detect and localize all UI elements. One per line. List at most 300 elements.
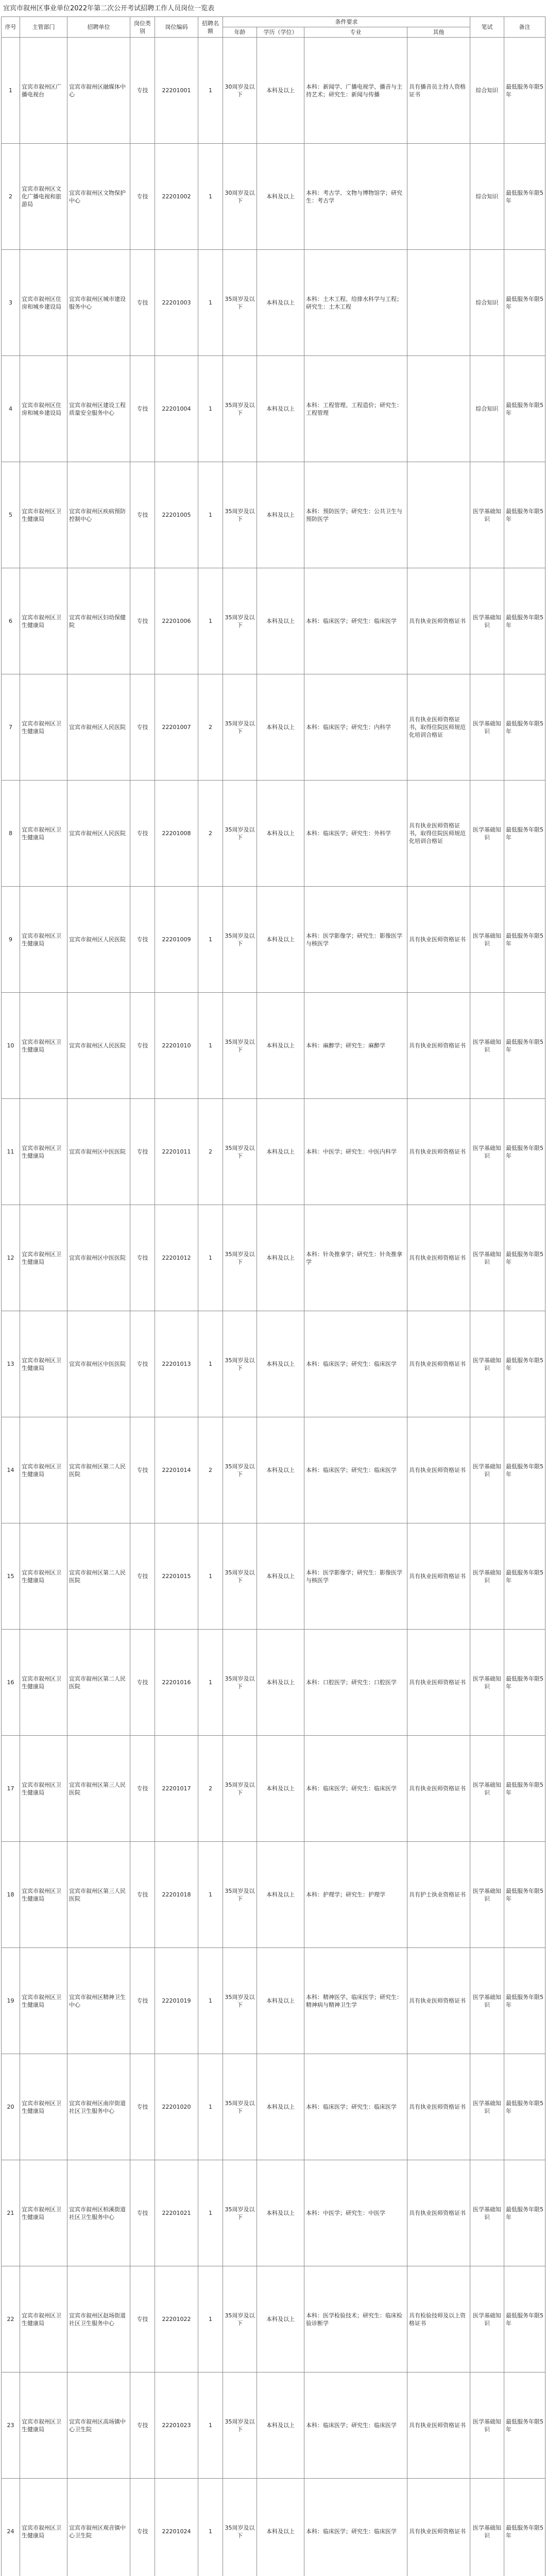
cell-code: 22201003 xyxy=(155,250,198,356)
cell-unit: 宜宾市叙州区卫生健康局 xyxy=(20,1205,67,1311)
header-unit: 主管部门 xyxy=(20,17,67,38)
cell-dept: 宜宾市叙州区融媒体中心 xyxy=(67,38,130,144)
cell-position: 专技 xyxy=(130,1205,155,1311)
table-row xyxy=(2,1736,545,1842)
cell-notes: 最低服务年限5年 xyxy=(504,2372,545,2479)
cell-index: 16 xyxy=(2,1630,20,1736)
cell-code: 22201010 xyxy=(155,993,198,1099)
cell-major: 本科：中医学；研究生：中医学 xyxy=(304,2160,407,2266)
cell-education: 本科及以上 xyxy=(257,1948,304,2054)
cell-major: 本科：麻醉学；研究生：麻醉学 xyxy=(304,993,407,1099)
cell-education: 本科及以上 xyxy=(257,1205,304,1311)
cell-position: 专技 xyxy=(130,674,155,781)
cell-count: 1 xyxy=(198,2160,223,2266)
table-row xyxy=(2,2479,545,2576)
cell-major: 本科：考古学、文物与博物馆学；研究生：考古学 xyxy=(304,144,407,250)
cell-education: 本科及以上 xyxy=(257,1311,304,1417)
table-row xyxy=(2,1948,545,2054)
cell-exam: 综合知识 xyxy=(470,144,504,250)
cell-position: 专技 xyxy=(130,1417,155,1523)
cell-dept: 宜宾市叙州区柏溪街道社区卫生服务中心 xyxy=(67,2160,130,2266)
cell-code: 22201002 xyxy=(155,144,198,250)
cell-position: 专技 xyxy=(130,2054,155,2160)
cell-count: 2 xyxy=(198,1099,223,1205)
cell-unit: 宜宾市叙州区文化广播电视和旅游局 xyxy=(20,144,67,250)
cell-major: 本科：临床医学；研究生：临床医学 xyxy=(304,2479,407,2576)
table-row xyxy=(2,144,545,250)
table-row xyxy=(2,1099,545,1205)
cell-count: 1 xyxy=(198,356,223,462)
cell-exam: 医学基础知识 xyxy=(470,2054,504,2160)
cell-unit: 宜宾市叙州区卫生健康局 xyxy=(20,674,67,781)
cell-notes: 最低服务年限5年 xyxy=(504,38,545,144)
cell-code: 22201013 xyxy=(155,1311,198,1417)
cell-dept: 宜宾市叙州区南岸街道社区卫生服务中心 xyxy=(67,2054,130,2160)
cell-index: 14 xyxy=(2,1417,20,1523)
cell-index: 1 xyxy=(2,38,20,144)
cell-major: 本科：临床医学；研究生：内科学 xyxy=(304,674,407,781)
cell-age: 35周岁及以下 xyxy=(223,568,257,674)
header-other: 其他 xyxy=(407,27,470,38)
header-age: 年龄 xyxy=(223,27,257,38)
cell-position: 专技 xyxy=(130,781,155,887)
cell-code: 22201008 xyxy=(155,781,198,887)
cell-age: 35周岁及以下 xyxy=(223,1948,257,2054)
cell-position: 专技 xyxy=(130,38,155,144)
cell-index: 12 xyxy=(2,1205,20,1311)
cell-position: 专技 xyxy=(130,993,155,1099)
cell-other: 具有检验技师及以上资格证书 xyxy=(407,2266,470,2372)
table-row xyxy=(2,2266,545,2372)
cell-notes: 最低服务年限5年 xyxy=(504,1842,545,1948)
cell-education: 本科及以上 xyxy=(257,1736,304,1842)
cell-notes: 最低服务年限5年 xyxy=(504,993,545,1099)
cell-exam: 医学基础知识 xyxy=(470,1948,504,2054)
cell-age: 35周岁及以下 xyxy=(223,1523,257,1630)
cell-other: 具有执业医师资格证书 xyxy=(407,1523,470,1630)
table-row xyxy=(2,887,545,993)
header-notes: 备注 xyxy=(504,17,545,38)
header-position: 岗位类别 xyxy=(130,17,155,38)
cell-age: 35周岁及以下 xyxy=(223,2372,257,2479)
cell-major: 本科：临床医学；研究生：临床医学 xyxy=(304,1736,407,1842)
cell-code: 22201017 xyxy=(155,1736,198,1842)
cell-position: 专技 xyxy=(130,887,155,993)
cell-notes: 最低服务年限5年 xyxy=(504,568,545,674)
cell-unit: 宜宾市叙州区卫生健康局 xyxy=(20,993,67,1099)
cell-unit: 宜宾市叙州区卫生健康局 xyxy=(20,887,67,993)
cell-code: 22201009 xyxy=(155,887,198,993)
cell-index: 13 xyxy=(2,1311,20,1417)
cell-notes: 最低服务年限5年 xyxy=(504,356,545,462)
cell-code: 22201011 xyxy=(155,1099,198,1205)
cell-index: 5 xyxy=(2,462,20,568)
cell-dept: 宜宾市叙州区观音镇中心卫生院 xyxy=(67,2479,130,2576)
cell-code: 22201014 xyxy=(155,1417,198,1523)
cell-count: 1 xyxy=(198,2372,223,2479)
cell-index: 4 xyxy=(2,356,20,462)
cell-education: 本科及以上 xyxy=(257,462,304,568)
cell-education: 本科及以上 xyxy=(257,38,304,144)
table-row xyxy=(2,993,545,1099)
cell-code: 22201019 xyxy=(155,1948,198,2054)
cell-major: 本科：临床医学；研究生：临床医学 xyxy=(304,568,407,674)
cell-dept: 宜宾市叙州区建设工程质量安全服务中心 xyxy=(67,356,130,462)
cell-notes: 最低服务年限5年 xyxy=(504,1311,545,1417)
cell-count: 2 xyxy=(198,781,223,887)
cell-education: 本科及以上 xyxy=(257,1099,304,1205)
cell-position: 专技 xyxy=(130,356,155,462)
cell-age: 35周岁及以下 xyxy=(223,781,257,887)
cell-notes: 最低服务年限5年 xyxy=(504,144,545,250)
cell-notes: 最低服务年限5年 xyxy=(504,462,545,568)
cell-dept: 宜宾市叙州区疾病预防控制中心 xyxy=(67,462,130,568)
cell-age: 35周岁及以下 xyxy=(223,462,257,568)
page-title: 宜宾市叙州区事业单位2022年第二次公开考试招聘工作人员岗位一览表 xyxy=(3,5,215,12)
cell-exam: 医学基础知识 xyxy=(470,1842,504,1948)
cell-exam: 医学基础知识 xyxy=(470,1736,504,1842)
cell-position: 专技 xyxy=(130,1948,155,2054)
cell-other xyxy=(407,250,470,356)
cell-notes: 最低服务年限5年 xyxy=(504,1417,545,1523)
cell-dept: 宜宾市叙州区第二人民医院 xyxy=(67,1417,130,1523)
cell-major: 本科：临床医学；研究生：临床医学 xyxy=(304,1311,407,1417)
cell-notes: 最低服务年限5年 xyxy=(504,2160,545,2266)
table-body xyxy=(2,38,545,2576)
header-education: 学历（学位） xyxy=(257,27,304,38)
cell-major: 本科：医学影像学；研究生：影像医学与核医学 xyxy=(304,1523,407,1630)
cell-exam: 医学基础知识 xyxy=(470,2372,504,2479)
cell-dept: 宜宾市叙州区人民医院 xyxy=(67,993,130,1099)
cell-major: 本科：医学检验技术；研究生：临床检验诊断学 xyxy=(304,2266,407,2372)
cell-other: 具有护士执业资格证书 xyxy=(407,1842,470,1948)
cell-exam: 医学基础知识 xyxy=(470,674,504,781)
cell-other: 具有执业医师资格证书 xyxy=(407,2054,470,2160)
positions-table xyxy=(1,16,545,2576)
cell-exam: 医学基础知识 xyxy=(470,568,504,674)
cell-index: 8 xyxy=(2,781,20,887)
cell-position: 专技 xyxy=(130,2266,155,2372)
cell-exam: 综合知识 xyxy=(470,356,504,462)
cell-position: 专技 xyxy=(130,144,155,250)
cell-index: 17 xyxy=(2,1736,20,1842)
cell-count: 1 xyxy=(198,568,223,674)
cell-education: 本科及以上 xyxy=(257,2054,304,2160)
cell-count: 2 xyxy=(198,674,223,781)
cell-age: 35周岁及以下 xyxy=(223,356,257,462)
cell-major: 本科：土木工程、给排水科学与工程；研究生：土木工程 xyxy=(304,250,407,356)
cell-dept: 宜宾市叙州区人民医院 xyxy=(67,674,130,781)
cell-age: 35周岁及以下 xyxy=(223,1630,257,1736)
cell-dept: 宜宾市叙州区人民医院 xyxy=(67,887,130,993)
cell-major: 本科：针灸推拿学；研究生：针灸推拿学 xyxy=(304,1205,407,1311)
header-dept: 招聘单位 xyxy=(67,17,130,38)
header-code: 岗位编码 xyxy=(155,17,198,38)
cell-other: 具有执业医师资格证书 xyxy=(407,568,470,674)
cell-major: 本科：临床医学；研究生：临床医学 xyxy=(304,2054,407,2160)
cell-education: 本科及以上 xyxy=(257,674,304,781)
cell-age: 35周岁及以下 xyxy=(223,1736,257,1842)
cell-education: 本科及以上 xyxy=(257,1417,304,1523)
cell-position: 专技 xyxy=(130,1630,155,1736)
cell-unit: 宜宾市叙州区卫生健康局 xyxy=(20,1948,67,2054)
cell-unit: 宜宾市叙州区卫生健康局 xyxy=(20,1736,67,1842)
cell-code: 22201005 xyxy=(155,462,198,568)
cell-code: 22201001 xyxy=(155,38,198,144)
cell-code: 22201018 xyxy=(155,1842,198,1948)
cell-count: 1 xyxy=(198,887,223,993)
cell-notes: 最低服务年限5年 xyxy=(504,2266,545,2372)
cell-exam: 医学基础知识 xyxy=(470,1630,504,1736)
cell-count: 1 xyxy=(198,2266,223,2372)
cell-position: 专技 xyxy=(130,2160,155,2266)
cell-code: 22201023 xyxy=(155,2372,198,2479)
cell-education: 本科及以上 xyxy=(257,568,304,674)
cell-age: 35周岁及以下 xyxy=(223,1311,257,1417)
cell-position: 专技 xyxy=(130,568,155,674)
cell-notes: 最低服务年限5年 xyxy=(504,1948,545,2054)
cell-age: 35周岁及以下 xyxy=(223,250,257,356)
cell-education: 本科及以上 xyxy=(257,1842,304,1948)
cell-index: 7 xyxy=(2,674,20,781)
cell-age: 35周岁及以下 xyxy=(223,674,257,781)
cell-age: 35周岁及以下 xyxy=(223,1099,257,1205)
cell-exam: 医学基础知识 xyxy=(470,2266,504,2372)
table-header-row xyxy=(2,17,545,27)
cell-position: 专技 xyxy=(130,1099,155,1205)
header-exam: 笔试 xyxy=(470,17,504,38)
cell-count: 1 xyxy=(198,2479,223,2576)
cell-position: 专技 xyxy=(130,1842,155,1948)
cell-unit: 宜宾市叙州区卫生健康局 xyxy=(20,462,67,568)
cell-major: 本科：临床医学；研究生：外科学 xyxy=(304,781,407,887)
cell-code: 22201004 xyxy=(155,356,198,462)
table-row xyxy=(2,1417,545,1523)
cell-position: 专技 xyxy=(130,2479,155,2576)
cell-dept: 宜宾市叙州区第三人民医院 xyxy=(67,1842,130,1948)
cell-other: 具有执业医师资格证书 xyxy=(407,2372,470,2479)
table-row xyxy=(2,1842,545,1948)
cell-code: 22201007 xyxy=(155,674,198,781)
cell-other: 具有执业医师资格证书 xyxy=(407,1630,470,1736)
cell-age: 35周岁及以下 xyxy=(223,1417,257,1523)
cell-other xyxy=(407,144,470,250)
cell-dept: 宜宾市叙州区中医医院 xyxy=(67,1205,130,1311)
cell-education: 本科及以上 xyxy=(257,2372,304,2479)
cell-notes: 最低服务年限5年 xyxy=(504,1099,545,1205)
cell-dept: 宜宾市叙州区妇幼保健院 xyxy=(67,568,130,674)
cell-unit: 宜宾市叙州区住房和城乡建设局 xyxy=(20,250,67,356)
cell-dept: 宜宾市叙州区文物保护中心 xyxy=(67,144,130,250)
cell-position: 专技 xyxy=(130,1523,155,1630)
cell-major: 本科：口腔医学；研究生：口腔医学 xyxy=(304,1630,407,1736)
table-row xyxy=(2,1523,545,1630)
cell-index: 9 xyxy=(2,887,20,993)
cell-age: 35周岁及以下 xyxy=(223,1842,257,1948)
cell-notes: 最低服务年限5年 xyxy=(504,2479,545,2576)
table-row xyxy=(2,2372,545,2479)
cell-other: 具有执业医师资格证书 xyxy=(407,993,470,1099)
cell-code: 22201022 xyxy=(155,2266,198,2372)
cell-major: 本科：新闻学、广播电视学、播音与主持艺术；研究生：新闻与传播 xyxy=(304,38,407,144)
cell-unit: 宜宾市叙州区卫生健康局 xyxy=(20,2479,67,2576)
cell-count: 1 xyxy=(198,1630,223,1736)
cell-unit: 宜宾市叙州区卫生健康局 xyxy=(20,568,67,674)
cell-unit: 宜宾市叙州区住房和城乡建设局 xyxy=(20,356,67,462)
cell-major: 本科：中医学；研究生：中医内科学 xyxy=(304,1099,407,1205)
cell-exam: 医学基础知识 xyxy=(470,1099,504,1205)
cell-code: 22201015 xyxy=(155,1523,198,1630)
cell-code: 22201012 xyxy=(155,1205,198,1311)
cell-major: 本科：医学影像学；研究生：影像医学与核医学 xyxy=(304,887,407,993)
cell-age: 35周岁及以下 xyxy=(223,2054,257,2160)
cell-unit: 宜宾市叙州区卫生健康局 xyxy=(20,1311,67,1417)
table-row xyxy=(2,1311,545,1417)
cell-code: 22201024 xyxy=(155,2479,198,2576)
cell-index: 24 xyxy=(2,2479,20,2576)
cell-index: 21 xyxy=(2,2160,20,2266)
cell-education: 本科及以上 xyxy=(257,144,304,250)
cell-code: 22201016 xyxy=(155,1630,198,1736)
cell-exam: 医学基础知识 xyxy=(470,2479,504,2576)
header-count: 招聘名额 xyxy=(198,17,223,38)
table-row xyxy=(2,462,545,568)
cell-age: 30周岁及以下 xyxy=(223,144,257,250)
cell-index: 20 xyxy=(2,2054,20,2160)
cell-count: 1 xyxy=(198,2054,223,2160)
cell-exam: 医学基础知识 xyxy=(470,2160,504,2266)
cell-unit: 宜宾市叙州区卫生健康局 xyxy=(20,2054,67,2160)
cell-unit: 宜宾市叙州区卫生健康局 xyxy=(20,1523,67,1630)
cell-unit: 宜宾市叙州区广播电视台 xyxy=(20,38,67,144)
cell-count: 2 xyxy=(198,1417,223,1523)
cell-age: 35周岁及以下 xyxy=(223,887,257,993)
cell-count: 1 xyxy=(198,144,223,250)
cell-exam: 医学基础知识 xyxy=(470,781,504,887)
header-requirements: 条件要求 xyxy=(223,17,470,27)
cell-other: 具有执业医师资格证书 xyxy=(407,2160,470,2266)
cell-notes: 最低服务年限5年 xyxy=(504,1523,545,1630)
cell-notes: 最低服务年限5年 xyxy=(504,1736,545,1842)
cell-index: 23 xyxy=(2,2372,20,2479)
table-row xyxy=(2,356,545,462)
cell-other: 具有执业医师资格证书 xyxy=(407,1736,470,1842)
cell-major: 本科：护理学；研究生：护理学 xyxy=(304,1842,407,1948)
cell-major: 本科：预防医学；研究生：公共卫生与预防医学 xyxy=(304,462,407,568)
cell-count: 1 xyxy=(198,1205,223,1311)
cell-exam: 医学基础知识 xyxy=(470,1523,504,1630)
cell-position: 专技 xyxy=(130,1736,155,1842)
cell-count: 1 xyxy=(198,1948,223,2054)
cell-count: 1 xyxy=(198,1523,223,1630)
cell-unit: 宜宾市叙州区卫生健康局 xyxy=(20,1417,67,1523)
table-row xyxy=(2,781,545,887)
cell-notes: 最低服务年限5年 xyxy=(504,781,545,887)
cell-index: 11 xyxy=(2,1099,20,1205)
cell-unit: 宜宾市叙州区卫生健康局 xyxy=(20,1842,67,1948)
cell-other xyxy=(407,356,470,462)
cell-other: 具有执业医师资格证书 xyxy=(407,1948,470,2054)
cell-count: 1 xyxy=(198,250,223,356)
cell-code: 22201006 xyxy=(155,568,198,674)
cell-education: 本科及以上 xyxy=(257,2479,304,2576)
cell-major: 本科：工程管理、工程造价；研究生：工程管理 xyxy=(304,356,407,462)
cell-education: 本科及以上 xyxy=(257,887,304,993)
cell-notes: 最低服务年限5年 xyxy=(504,674,545,781)
cell-dept: 宜宾市叙州区第三人民医院 xyxy=(67,1736,130,1842)
cell-unit: 宜宾市叙州区卫生健康局 xyxy=(20,781,67,887)
cell-dept: 宜宾市叙州区中医医院 xyxy=(67,1311,130,1417)
cell-major: 本科：临床医学；研究生：临床医学 xyxy=(304,1417,407,1523)
header-index: 序号 xyxy=(2,17,20,38)
cell-dept: 宜宾市叙州区第二人民医院 xyxy=(67,1630,130,1736)
table-row xyxy=(2,250,545,356)
cell-major: 本科：临床医学；研究生：临床医学 xyxy=(304,2372,407,2479)
cell-education: 本科及以上 xyxy=(257,1630,304,1736)
cell-notes: 最低服务年限5年 xyxy=(504,1205,545,1311)
cell-dept: 宜宾市叙州区第二人民医院 xyxy=(67,1523,130,1630)
cell-unit: 宜宾市叙州区卫生健康局 xyxy=(20,2160,67,2266)
cell-other: 具有执业医师资格证书 xyxy=(407,1099,470,1205)
cell-dept: 宜宾市叙州区精神卫生中心 xyxy=(67,1948,130,2054)
table-row xyxy=(2,1630,545,1736)
cell-count: 1 xyxy=(198,462,223,568)
cell-exam: 医学基础知识 xyxy=(470,1417,504,1523)
cell-count: 1 xyxy=(198,38,223,144)
cell-count: 2 xyxy=(198,1736,223,1842)
cell-unit: 宜宾市叙州区卫生健康局 xyxy=(20,1099,67,1205)
cell-other: 具有执业医师资格证书 xyxy=(407,2479,470,2576)
cell-index: 6 xyxy=(2,568,20,674)
cell-exam: 医学基础知识 xyxy=(470,993,504,1099)
cell-dept: 宜宾市叙州区高场镇中心卫生院 xyxy=(67,2372,130,2479)
cell-code: 22201021 xyxy=(155,2160,198,2266)
table-row xyxy=(2,568,545,674)
cell-education: 本科及以上 xyxy=(257,2266,304,2372)
cell-age: 35周岁及以下 xyxy=(223,2160,257,2266)
cell-notes: 最低服务年限5年 xyxy=(504,250,545,356)
cell-education: 本科及以上 xyxy=(257,2160,304,2266)
cell-education: 本科及以上 xyxy=(257,993,304,1099)
cell-other: 具有执业医师资格证书 xyxy=(407,1311,470,1417)
cell-other: 具有执业医师资格证书，取得住院医师规范化培训合格证 xyxy=(407,781,470,887)
cell-other: 具有执业医师资格证书 xyxy=(407,887,470,993)
cell-age: 35周岁及以下 xyxy=(223,1205,257,1311)
cell-notes: 最低服务年限5年 xyxy=(504,887,545,993)
cell-code: 22201020 xyxy=(155,2054,198,2160)
cell-other: 具有执业医师资格证书 xyxy=(407,1417,470,1523)
table-row xyxy=(2,1205,545,1311)
cell-position: 专技 xyxy=(130,1311,155,1417)
cell-education: 本科及以上 xyxy=(257,781,304,887)
cell-dept: 宜宾市叙州区城市建设服务中心 xyxy=(67,250,130,356)
cell-dept: 宜宾市叙州区赵场街道社区卫生服务中心 xyxy=(67,2266,130,2372)
cell-age: 35周岁及以下 xyxy=(223,993,257,1099)
cell-age: 35周岁及以下 xyxy=(223,2479,257,2576)
cell-notes: 最低服务年限5年 xyxy=(504,2054,545,2160)
cell-major: 本科：精神医学、临床医学；研究生：精神病与精神卫生学 xyxy=(304,1948,407,2054)
cell-count: 1 xyxy=(198,1842,223,1948)
cell-position: 专技 xyxy=(130,250,155,356)
cell-education: 本科及以上 xyxy=(257,1523,304,1630)
cell-other xyxy=(407,462,470,568)
table-row xyxy=(2,674,545,781)
cell-position: 专技 xyxy=(130,462,155,568)
table-row xyxy=(2,2160,545,2266)
cell-index: 22 xyxy=(2,2266,20,2372)
cell-unit: 宜宾市叙州区卫生健康局 xyxy=(20,2372,67,2479)
header-major: 专业 xyxy=(304,27,407,38)
